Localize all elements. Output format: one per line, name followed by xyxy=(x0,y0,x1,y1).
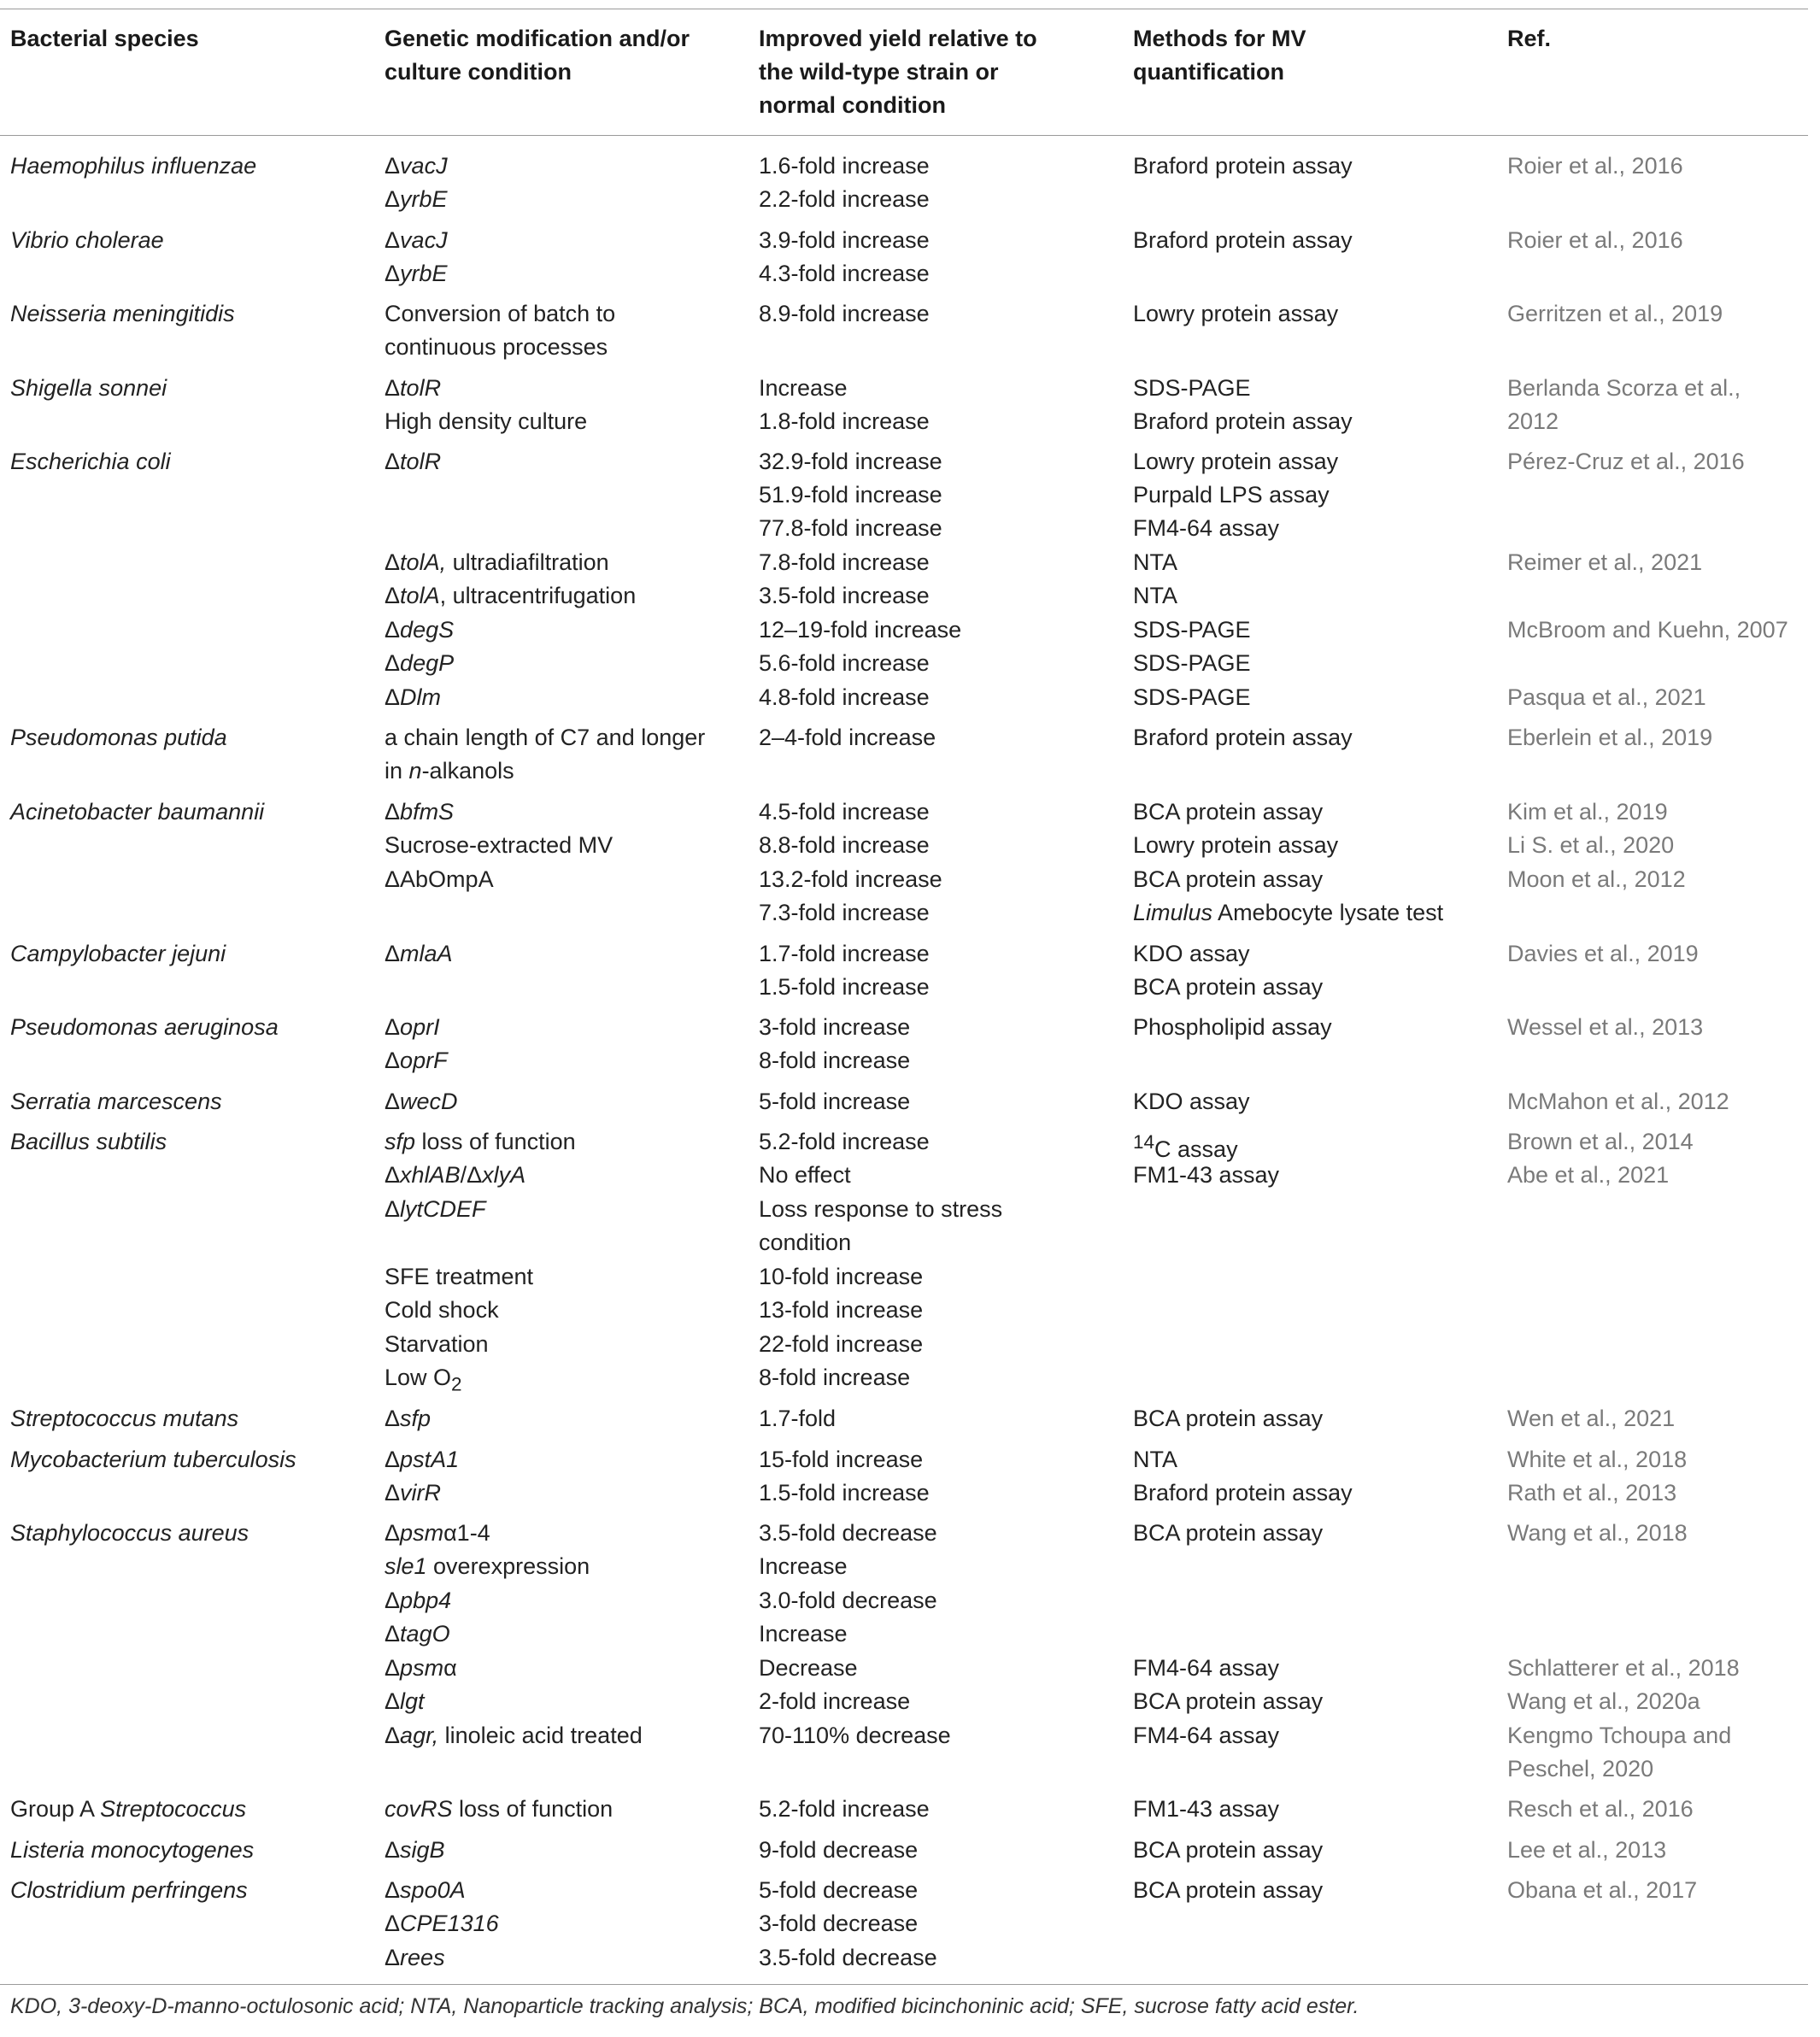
modification-cell: ΔvacJ xyxy=(385,153,448,179)
method-cell: Lowry protein assay xyxy=(1133,301,1339,326)
yield-cell: No effect xyxy=(759,1162,851,1188)
yield-cell: 3.9-fold increase xyxy=(759,227,930,253)
header-modification xyxy=(385,22,690,89)
header-methods xyxy=(1133,22,1306,89)
yield-cell: 1.8-fold increase xyxy=(759,408,930,434)
yield-cell: 32.9-fold increase xyxy=(759,449,942,474)
method-cell: Lowry protein assay xyxy=(1133,449,1339,474)
modification-cell: Δpbp4 xyxy=(385,1588,452,1613)
modification-cell: ΔtagO xyxy=(385,1621,450,1647)
ref-cell: White et al., 2018 xyxy=(1507,1447,1688,1472)
modification-cell: ΔdegP xyxy=(385,650,455,676)
yield-cell: 3.5-fold increase xyxy=(759,583,930,608)
ref-cell: Pasqua et al., 2021 xyxy=(1507,684,1706,710)
yield-cell: 8-fold increase xyxy=(759,1048,911,1073)
ref-cell: Reimer et al., 2021 xyxy=(1507,549,1703,575)
modification-cell: ΔtolA, ultracentrifugation xyxy=(385,583,637,608)
ref-cell: Gerritzen et al., 2019 xyxy=(1507,301,1723,326)
ref-cell: Wang et al., 2018 xyxy=(1507,1520,1688,1546)
method-cell: FM4-64 assay xyxy=(1133,1723,1280,1748)
yield-cell: 13-fold increase xyxy=(759,1297,924,1323)
yield-cell: 10-fold increase xyxy=(759,1264,924,1289)
header-line: Bacterial species xyxy=(10,26,199,51)
ref-cell: McBroom and Kuehn, 2007 xyxy=(1507,617,1788,643)
header-ref xyxy=(1507,22,1551,56)
yield-cell: Increase xyxy=(759,1553,848,1579)
method-cell: KDO assay xyxy=(1133,1089,1250,1114)
method-cell: FM4-64 assay xyxy=(1133,1655,1280,1681)
method-cell: Braford protein assay xyxy=(1133,408,1353,434)
method-cell: BCA protein assay xyxy=(1133,1688,1324,1714)
yield-cell: 3.5-fold decrease xyxy=(759,1945,937,1970)
header-yield xyxy=(759,22,1037,122)
yield-cell: 4.3-fold increase xyxy=(759,261,930,286)
yield-cell: 4.5-fold increase xyxy=(759,799,930,825)
ref-cell: McMahon et al., 2012 xyxy=(1507,1089,1729,1114)
method-cell: FM1-43 assay xyxy=(1133,1796,1280,1822)
modification-cell: ΔxhlAB/ΔxlyA xyxy=(385,1162,526,1188)
table-footnote: KDO, 3-deoxy-D-manno-octulosonic acid; NTA, Nanoparticle tracking analysis; BCA, modified bicinchoninic acid; SFE, sucrose fatty acid ester. xyxy=(10,1994,1359,2018)
species-cell: Group A Streptococcus xyxy=(10,1796,247,1822)
yield-cell: 5-fold decrease xyxy=(759,1877,919,1903)
modification-cell: sle1 overexpression xyxy=(385,1553,590,1579)
modification-cell: ΔoprI xyxy=(385,1014,440,1040)
yield-cell: Increase xyxy=(759,1621,848,1647)
modification-cell: Δlgt xyxy=(385,1688,425,1714)
ref-cell: Davies et al., 2019 xyxy=(1507,941,1699,966)
yield-cell: 7.8-fold increase xyxy=(759,549,930,575)
modification-cell: Conversion of batch to xyxy=(385,301,616,326)
ref-cell: Moon et al., 2012 xyxy=(1507,866,1686,892)
yield-cell: 51.9-fold increase xyxy=(759,482,942,508)
modification-cell: High density culture xyxy=(385,408,588,434)
yield-cell: 7.3-fold increase xyxy=(759,900,930,925)
method-cell: SDS-PAGE xyxy=(1133,684,1251,710)
yield-cell: 5.2-fold increase xyxy=(759,1796,930,1822)
method-cell: KDO assay xyxy=(1133,941,1250,966)
yield-cell: 12–19-fold increase xyxy=(759,617,962,643)
method-cell: NTA xyxy=(1133,1447,1177,1472)
modification-cell: ΔdegS xyxy=(385,617,455,643)
method-cell: Phospholipid assay xyxy=(1133,1014,1332,1040)
modification-cell: ΔCPE1316 xyxy=(385,1911,499,1936)
ref-cell: Obana et al., 2017 xyxy=(1507,1877,1698,1903)
species-cell: Clostridium perfringens xyxy=(10,1877,248,1903)
yield-cell: 70-110% decrease xyxy=(759,1723,951,1748)
method-cell: SDS-PAGE xyxy=(1133,617,1251,643)
yield-cell: 8.9-fold increase xyxy=(759,301,930,326)
yield-cell: 4.8-fold increase xyxy=(759,684,930,710)
modification-cell: Low $O_2$ xyxy=(385,1365,462,1395)
modification-cell: ΔtolR xyxy=(385,449,442,474)
yield-cell: 8.8-fold increase xyxy=(759,832,930,858)
ref-cell: Resch et al., 2016 xyxy=(1507,1796,1694,1822)
yield-cell: 5.2-fold increase xyxy=(759,1129,930,1154)
ref-cell: Berlanda Scorza et al., xyxy=(1507,375,1741,401)
ref-cell: Kengmo Tchoupa and xyxy=(1507,1723,1732,1748)
modification-cell: ΔoprF xyxy=(385,1048,448,1073)
ref-cell: Rath et al., 2013 xyxy=(1507,1480,1677,1506)
method-cell: $^{14}$C assay xyxy=(1133,1131,1238,1162)
yield-cell: 22-fold increase xyxy=(759,1331,924,1357)
species-cell: Streptococcus mutans xyxy=(10,1406,239,1431)
species-cell: Staphylococcus aureus xyxy=(10,1520,250,1546)
yield-cell: 2–4-fold increase xyxy=(759,725,936,750)
yield-cell: 8-fold increase xyxy=(759,1365,911,1390)
modification-cell: ΔbfmS xyxy=(385,799,455,825)
ref-cell: Wessel et al., 2013 xyxy=(1507,1014,1704,1040)
yield-cell: 3.0-fold decrease xyxy=(759,1588,937,1613)
method-cell: Braford protein assay xyxy=(1133,725,1353,750)
header-line: quantification xyxy=(1133,59,1284,85)
modification-cell: ΔsigB xyxy=(385,1837,445,1863)
modification-cell: ΔAbOmpA xyxy=(385,866,494,892)
species-cell: Serratia marcescens xyxy=(10,1089,222,1114)
species-cell: Pseudomonas putida xyxy=(10,725,227,750)
yield-cell: 13.2-fold increase xyxy=(759,866,942,892)
method-cell: FM4-64 assay xyxy=(1133,515,1280,541)
ref-cell: 2012 xyxy=(1507,408,1559,434)
method-cell: BCA protein assay xyxy=(1133,974,1324,1000)
yield-cell: 5.6-fold increase xyxy=(759,650,930,676)
yield-cell: 77.8-fold increase xyxy=(759,515,942,541)
header-line: Ref. xyxy=(1507,26,1552,51)
method-cell: Limulus Amebocyte lysate test xyxy=(1133,900,1444,925)
ref-cell: Pérez-Cruz et al., 2016 xyxy=(1507,449,1745,474)
method-cell: BCA protein assay xyxy=(1133,1837,1324,1863)
table-bottom-rule xyxy=(0,1984,1808,1985)
header-line: Improved yield relative to xyxy=(759,26,1037,51)
modification-cell: Δpsmα xyxy=(385,1655,457,1681)
header-species xyxy=(10,22,199,56)
method-cell: NTA xyxy=(1133,549,1177,575)
modification-cell: covRS loss of function xyxy=(385,1796,614,1822)
ref-cell: Abe et al., 2021 xyxy=(1507,1162,1670,1188)
yield-cell: 1.5-fold increase xyxy=(759,974,930,1000)
modification-cell: Cold shock xyxy=(385,1297,499,1323)
yield-cell: Loss response to stress xyxy=(759,1196,1003,1222)
method-cell: Purpald LPS assay xyxy=(1133,482,1330,508)
modification-cell: SFE treatment xyxy=(385,1264,534,1289)
method-cell: Braford protein assay xyxy=(1133,153,1353,179)
yield-cell: 1.7-fold increase xyxy=(759,941,930,966)
species-cell: Campylobacter jejuni xyxy=(10,941,226,966)
species-cell: Haemophilus influenzae xyxy=(10,153,257,179)
modification-cell: Sucrose-extracted MV xyxy=(385,832,614,858)
modification-cell: Δrees xyxy=(385,1945,445,1970)
yield-cell: 9-fold decrease xyxy=(759,1837,919,1863)
yield-cell: 3.5-fold decrease xyxy=(759,1520,937,1546)
modification-cell: ΔlytCDEF xyxy=(385,1196,486,1222)
species-cell: Acinetobacter baumannii xyxy=(10,799,265,825)
ref-cell: Eberlein et al., 2019 xyxy=(1507,725,1713,750)
species-cell: Escherichia coli xyxy=(10,449,171,474)
species-cell: Mycobacterium tuberculosis xyxy=(10,1447,296,1472)
modification-cell: ΔvacJ xyxy=(385,227,448,253)
ref-cell: Li S. et al., 2020 xyxy=(1507,832,1675,858)
header-line: Genetic modification and/or xyxy=(385,26,690,51)
yield-cell: Increase xyxy=(759,375,848,401)
modification-cell: sfp loss of function xyxy=(385,1129,576,1154)
species-cell: Bacillus subtilis xyxy=(10,1129,167,1154)
method-cell: BCA protein assay xyxy=(1133,1406,1324,1431)
modification-cell: Δsfp xyxy=(385,1406,432,1431)
yield-cell: 2-fold increase xyxy=(759,1688,911,1714)
modification-cell: Δagr, linoleic acid treated xyxy=(385,1723,643,1748)
method-cell: BCA protein assay xyxy=(1133,799,1324,825)
ref-cell: Lee et al., 2013 xyxy=(1507,1837,1667,1863)
method-cell: SDS-PAGE xyxy=(1133,375,1251,401)
modification-cell: ΔpstA1 xyxy=(385,1447,460,1472)
modification-cell: Starvation xyxy=(385,1331,489,1357)
yield-cell: 15-fold increase xyxy=(759,1447,924,1472)
modification-cell: a chain length of C7 and longer xyxy=(385,725,706,750)
header-rule xyxy=(0,135,1808,136)
method-cell: BCA protein assay xyxy=(1133,866,1324,892)
header-line: Methods for MV xyxy=(1133,26,1306,51)
ref-cell: Roier et al., 2016 xyxy=(1507,227,1683,253)
yield-cell: 3-fold increase xyxy=(759,1014,911,1040)
modification-cell: continuous processes xyxy=(385,334,608,360)
modification-cell: Δspo0A xyxy=(385,1877,466,1903)
header-line: culture condition xyxy=(385,59,572,85)
species-cell: Shigella sonnei xyxy=(10,375,167,401)
method-cell: BCA protein assay xyxy=(1133,1520,1324,1546)
method-cell: BCA protein assay xyxy=(1133,1877,1324,1903)
ref-cell: Roier et al., 2016 xyxy=(1507,153,1683,179)
method-cell: SDS-PAGE xyxy=(1133,650,1251,676)
method-cell: Braford protein assay xyxy=(1133,1480,1353,1506)
method-cell: Lowry protein assay xyxy=(1133,832,1339,858)
yield-cell: 3-fold decrease xyxy=(759,1911,919,1936)
modification-cell: ΔmlaA xyxy=(385,941,453,966)
yield-cell: 5-fold increase xyxy=(759,1089,911,1114)
yield-cell: Decrease xyxy=(759,1655,858,1681)
modification-cell: ΔwecD xyxy=(385,1089,458,1114)
modification-cell: Δpsmα1-4 xyxy=(385,1520,490,1546)
species-cell: Neisseria meningitidis xyxy=(10,301,235,326)
ref-cell: Peschel, 2020 xyxy=(1507,1756,1654,1782)
species-cell: Listeria monocytogenes xyxy=(10,1837,255,1863)
method-cell: FM1-43 assay xyxy=(1133,1162,1280,1188)
header-line: normal condition xyxy=(759,92,946,118)
yield-cell: condition xyxy=(759,1230,852,1255)
modification-cell: ΔtolA, ultradiafiltration xyxy=(385,549,609,575)
header-line: the wild-type strain or xyxy=(759,59,999,85)
ref-cell: Kim et al., 2019 xyxy=(1507,799,1668,825)
ref-cell: Schlatterer et al., 2018 xyxy=(1507,1655,1740,1681)
species-cell: Pseudomonas aeruginosa xyxy=(10,1014,279,1040)
yield-cell: 1.5-fold increase xyxy=(759,1480,930,1506)
method-cell: Braford protein assay xyxy=(1133,227,1353,253)
species-cell: Vibrio cholerae xyxy=(10,227,164,253)
modification-cell: ΔvirR xyxy=(385,1480,442,1506)
modification-cell: ΔyrbE xyxy=(385,261,448,286)
yield-cell: 1.6-fold increase xyxy=(759,153,930,179)
ref-cell: Wang et al., 2020a xyxy=(1507,1688,1700,1714)
ref-cell: Wen et al., 2021 xyxy=(1507,1406,1676,1431)
method-cell: NTA xyxy=(1133,583,1177,608)
ref-cell: Brown et al., 2014 xyxy=(1507,1129,1694,1154)
modification-cell: in n-alkanols xyxy=(385,758,514,784)
modification-cell: ΔDlm xyxy=(385,684,442,710)
yield-cell: 2.2-fold increase xyxy=(759,186,930,212)
modification-cell: ΔyrbE xyxy=(385,186,448,212)
yield-cell: 1.7-fold xyxy=(759,1406,837,1431)
modification-cell: ΔtolR xyxy=(385,375,442,401)
